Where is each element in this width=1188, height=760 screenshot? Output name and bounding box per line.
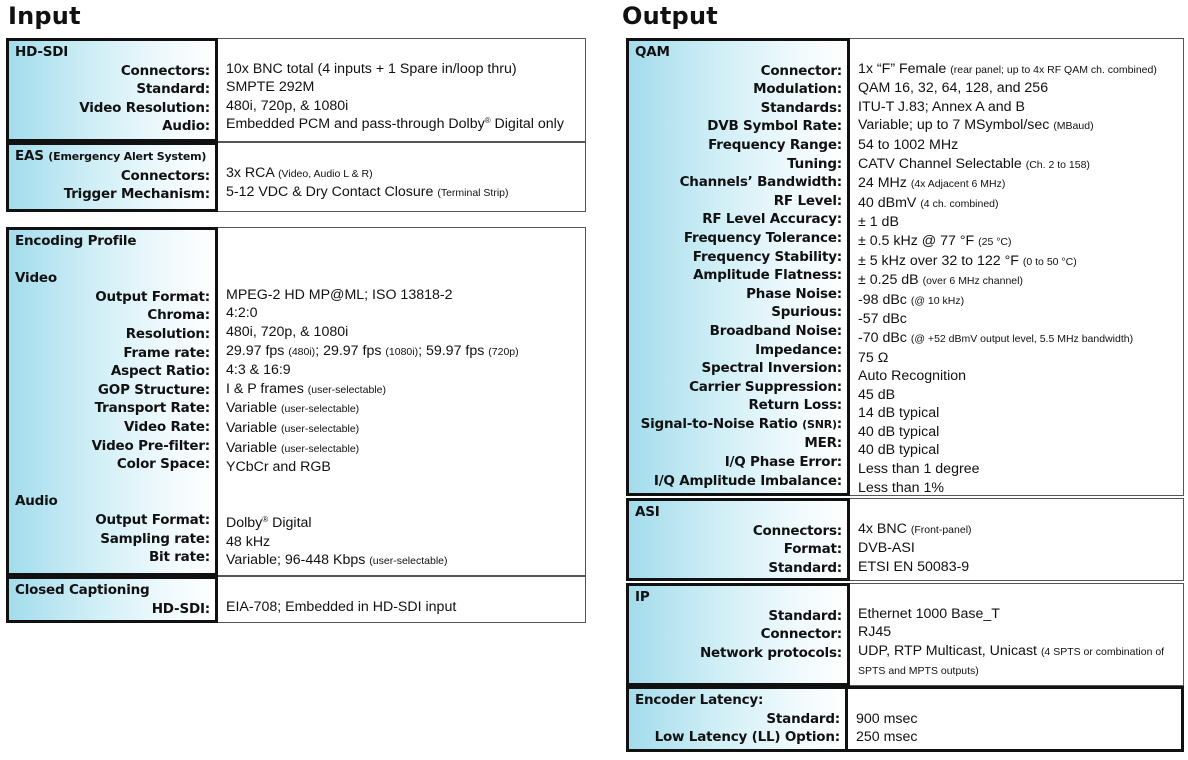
spec-value: 29.97 fps (480i); 29.97 fps (1080i); 59.97 fps (720p)	[226, 342, 519, 359]
spec-value: 40 dBmV (4 ch. combined)	[858, 194, 999, 211]
spec-label: Standard:	[766, 710, 840, 727]
asi-values	[850, 499, 1183, 580]
spec-value: 4:3 & 16:9	[226, 362, 291, 379]
spec-value: YCbCr and RGB	[226, 459, 331, 476]
spec-label: Return Loss:	[748, 397, 842, 414]
spec-value: Variable; up to 7 MSymbol/sec (MBaud)	[858, 117, 1094, 134]
section-title: Closed Captioning	[15, 582, 150, 598]
spec-label: Aspect Ratio:	[110, 363, 210, 380]
spec-label: Network protocols:	[699, 644, 842, 661]
spec-value: RJ45	[858, 624, 892, 641]
spec-label: Spurious:	[771, 304, 842, 321]
spec-label: Frequency Range:	[708, 136, 842, 153]
closed-captioning-values	[218, 577, 585, 622]
qam-labels	[626, 38, 850, 496]
spec-label: I/Q Amplitude Imbalance:	[653, 472, 842, 489]
spec-label: RF Level:	[773, 192, 842, 209]
spec-value: Variable (user-selectable)	[226, 400, 360, 417]
spec-label: Chroma:	[147, 307, 210, 324]
ip-section	[626, 583, 1184, 686]
spec-value: 480i, 720p, & 1080i	[226, 323, 349, 340]
eas-section	[6, 142, 586, 212]
spec-label: Amplitude Flatness:	[693, 267, 842, 284]
spec-value: UDP, RTP Multicast, Unicast (4 SPTS or combination of SPTS and MPTS outputs)	[858, 642, 1165, 678]
spec-value: 4x BNC (Front-panel)	[858, 520, 972, 537]
spec-value: DVB-ASI	[858, 540, 915, 557]
spec-value: Variable (user-selectable)	[226, 439, 360, 456]
spec-value: 75 Ω	[858, 349, 889, 366]
spec-label: Transport Rate:	[94, 400, 210, 417]
spec-value: Variable; 96-448 Kbps (user-selectable)	[226, 552, 448, 569]
spec-value: QAM 16, 32, 64, 128, and 256	[858, 80, 1049, 97]
spec-label: DVB Symbol Rate:	[707, 118, 842, 135]
spec-value: 250 msec	[856, 729, 918, 746]
spec-label: Resolution:	[125, 325, 210, 342]
spec-value: MPEG-2 HD MP@ML; ISO 13818-2	[226, 286, 453, 303]
encoding-profile-labels	[6, 227, 218, 576]
spec-label: Video Resolution:	[79, 99, 210, 116]
spec-label: Impedance:	[755, 341, 842, 358]
spec-label: GOP Structure:	[97, 381, 210, 398]
spec-label: Bit rate:	[148, 549, 210, 566]
spec-label: Output Format:	[95, 288, 210, 305]
spec-label: Frequency Stability:	[692, 248, 842, 265]
spec-value: ± 5 kHz over 32 to 122 °F (0 to 50 °C)	[858, 252, 1077, 269]
spec-value: ± 1 dB	[858, 214, 899, 231]
spec-value: 10x BNC total (4 inputs + 1 Spare in/loop thru)	[226, 60, 517, 77]
spec-label: Modulation:	[753, 81, 842, 98]
ip-values	[850, 584, 1183, 685]
spec-value: 54 to 1002 MHz	[858, 136, 959, 153]
spec-value: 14 dB typical	[858, 405, 940, 422]
spec-value: 1x “F” Female (rear panel; up to 4x RF QAM ch. combined)	[858, 60, 1157, 77]
spec-label: Trigger Mechanism:	[63, 186, 210, 203]
spec-value: 48 kHz	[226, 533, 271, 550]
spec-value: Embedded PCM and pass-through Dolby® Digital only	[226, 116, 564, 133]
qam-values	[850, 39, 1183, 495]
spec-label: Connectors:	[120, 62, 210, 79]
spec-label: Frame rate:	[123, 344, 210, 361]
subsection-title: Audio	[15, 493, 58, 510]
spec-label: Format:	[783, 541, 842, 558]
encoder-latency-values	[848, 689, 1181, 749]
spec-value: SMPTE 292M	[226, 79, 315, 96]
spec-label: Video Rate:	[124, 418, 210, 435]
spec-label: Channels’ Bandwidth:	[679, 174, 842, 191]
encoder-latency-section	[626, 686, 1184, 752]
spec-label: Connector:	[760, 62, 842, 79]
input-title: Input	[8, 2, 81, 30]
encoding-profile-values	[218, 228, 585, 575]
closed-captioning-section	[6, 576, 586, 623]
section-title: Encoder Latency:	[635, 692, 764, 708]
spec-value: 45 dB	[858, 386, 896, 403]
asi-labels	[626, 498, 850, 581]
spec-value: ± 0.25 dB (over 6 MHz channel)	[858, 272, 1023, 289]
section-title: EAS (Emergency Alert System)	[15, 148, 207, 164]
subsection-title: Video	[15, 270, 57, 287]
spec-value: 3x RCA (Video, Audio L & R)	[226, 164, 373, 181]
spec-label: Tuning:	[787, 155, 842, 172]
ip-labels	[626, 583, 850, 686]
spec-value: ITU-T J.83; Annex A and B	[858, 98, 1025, 115]
spec-value: EIA-708; Embedded in HD-SDI input	[226, 598, 457, 615]
spec-value: ± 0.5 kHz @ 77 °F (25 °C)	[858, 232, 1012, 249]
section-title: HD-SDI	[15, 44, 69, 60]
spec-label: Connectors:	[752, 522, 842, 539]
spec-value: 40 dB typical	[858, 423, 940, 440]
hd-sdi-values	[218, 39, 585, 141]
spec-value: Less than 1%	[858, 479, 944, 496]
spec-label: MER:	[804, 435, 842, 452]
spec-label: Low Latency (LL) Option:	[654, 729, 840, 746]
output-title: Output	[622, 2, 718, 30]
spec-value: 4:2:0	[226, 305, 258, 322]
spec-label: Color Space:	[116, 456, 210, 473]
section-title: IP	[635, 589, 650, 605]
spec-value: -70 dBc (@ +52 dBmV output level, 5.5 MHz bandwidth)	[858, 329, 1134, 346]
spec-value: Variable (user-selectable)	[226, 419, 360, 436]
spec-label: Standards:	[760, 99, 842, 116]
spec-value: I & P frames (user-selectable)	[226, 380, 386, 397]
section-title: QAM	[635, 44, 670, 60]
spec-label: Carrier Suppression:	[689, 378, 842, 395]
spec-value: 480i, 720p, & 1080i	[226, 97, 349, 114]
section-title: Encoding Profile	[15, 233, 137, 249]
spec-label: Phase Noise:	[746, 285, 842, 302]
spec-label: RF Level Accuracy:	[702, 211, 842, 228]
spec-label: Output Format:	[95, 511, 210, 528]
spec-label: Sampling rate:	[100, 530, 210, 547]
spec-label: Connector:	[760, 626, 842, 643]
spec-label: Frequency Tolerance:	[683, 229, 842, 246]
spec-value: ETSI EN 50083-9	[858, 558, 970, 575]
spec-label: Standard:	[768, 607, 842, 624]
spec-value: CATV Channel Selectable (Ch. 2 to 158)	[858, 155, 1090, 172]
hd-sdi-section	[6, 38, 586, 142]
spec-label: Audio:	[162, 118, 210, 135]
spec-label: HD-SDI:	[151, 600, 210, 617]
spec-value: -98 dBc (@ 10 kHz)	[858, 291, 965, 308]
encoder-latency-labels	[626, 686, 848, 752]
spec-label: Signal-to-Noise Ratio (SNR):	[640, 415, 842, 432]
section-title: ASI	[635, 504, 660, 520]
spec-label: Standard:	[136, 81, 210, 98]
spec-value: -57 dBc	[858, 311, 907, 328]
spec-value: Dolby® Digital	[226, 514, 312, 531]
closed-captioning-labels	[6, 576, 218, 623]
spec-label: Connectors:	[120, 167, 210, 184]
spec-value: Auto Recognition	[858, 368, 967, 385]
hd-sdi-labels	[6, 38, 218, 142]
spec-label: I/Q Phase Error:	[724, 454, 842, 471]
eas-labels	[6, 142, 218, 212]
eas-values	[218, 143, 585, 211]
spec-value: 5-12 VDC & Dry Contact Closure (Terminal Strip)	[226, 184, 509, 201]
encoding-profile-section	[6, 227, 586, 576]
spec-label: Broadband Noise:	[709, 322, 842, 339]
spec-value: Ethernet 1000 Base_T	[858, 605, 1000, 622]
spec-label: Video Pre-filter:	[91, 437, 210, 454]
qam-section	[626, 38, 1184, 496]
spec-value: 900 msec	[856, 710, 918, 727]
spec-value: 24 MHz (4x Adjacent 6 MHz)	[858, 175, 1006, 192]
spec-value: 40 dB typical	[858, 442, 940, 459]
spec-value: Less than 1 degree	[858, 461, 980, 478]
asi-section	[626, 498, 1184, 581]
spec-label: Spectral Inversion:	[701, 360, 842, 377]
spec-label: Standard:	[768, 559, 842, 576]
